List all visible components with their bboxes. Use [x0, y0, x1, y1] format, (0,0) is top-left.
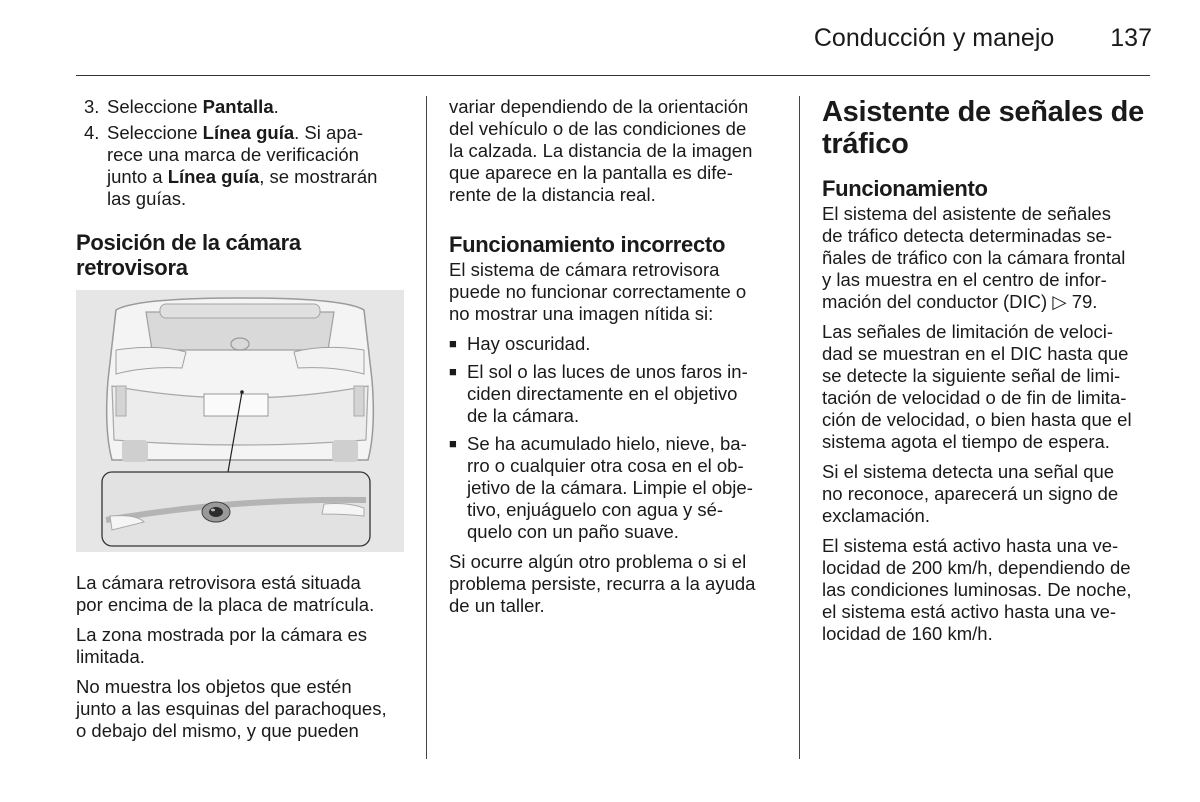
step-number: 3. [84, 96, 100, 117]
step-4 [76, 122, 410, 210]
paragraph [822, 203, 1152, 313]
bullet-icon: ■ [449, 436, 457, 451]
menu-item-linea-guia: Línea guía [202, 122, 295, 143]
step-text-pre: Seleccione [107, 122, 203, 143]
menu-item-linea-guia-2: Línea guía [167, 166, 260, 187]
page-reference: 79 [1071, 291, 1093, 312]
bullet-icon: ■ [449, 336, 457, 351]
paragraph: Si ocurre algún otro problema o si el problema persiste, recurra a la ayuda de un taller. [449, 551, 756, 616]
paragraph-end: . [1092, 291, 1098, 312]
list-item-text: Hay oscuridad. [467, 333, 591, 354]
list-item [449, 361, 781, 427]
header-rule [76, 75, 1150, 76]
function-heading: Funcionamiento [822, 176, 988, 201]
camera-position-heading: Posición de la cámara retrovisora [76, 230, 301, 280]
column-2 [449, 96, 781, 625]
step-text-post: . [273, 96, 279, 117]
paragraph: El sistema de cámara retrovisora puede no funcionar correctamente o no mostrar una imagen nítida si: [449, 259, 747, 324]
malfunction-heading: Funcionamiento incorrecto [449, 232, 726, 257]
list-item-text: El sol o las luces de unos faros in- ciden directamente en el objetivo de la cámara. [467, 361, 748, 426]
paragraph: Las señales de limitación de veloci- dad se muestran en el DIC hasta que se detecte la siguiente señal de limi- tación de velocidad o de fin de limita- ción de velocidad, o bien hasta que el sistema agota el tiempo de espera. [822, 321, 1132, 452]
malfunction-list [449, 333, 781, 543]
section-title: Conducción y manejo [813, 24, 1055, 52]
column-divider-1 [426, 96, 427, 759]
paragraph-text: El sistema del asistente de señales de tráfico detecta determinadas se- ñales de tráfico con la cámara frontal y las muestra en el centro de infor- mación del conductor (DIC) [822, 203, 1126, 312]
menu-item-pantalla: Pantalla [202, 96, 274, 117]
step-text-post: , se mostrarán las guías. [107, 166, 378, 209]
column-1 [76, 96, 410, 750]
step-text-mid: . Si apa- rece una marca de verificación junto a [107, 122, 364, 187]
car-rear-camera-image [76, 290, 404, 552]
column-divider-2 [799, 96, 800, 759]
paragraph: No muestra los objetos que estén junto a las esquinas del parachoques, o debajo del mismo, y que pueden [76, 676, 387, 741]
list-item [449, 433, 781, 543]
section-heading: Asistente de señales de tráfico [822, 96, 1144, 160]
step-text [107, 96, 410, 118]
paragraph: La zona mostrada por la cámara es limitada. [76, 624, 368, 667]
page-header [814, 24, 1152, 58]
bullet-icon: ■ [449, 364, 457, 379]
paragraph: variar dependiendo de la orientación del vehículo o de las condiciones de la calzada. La distancia de la imagen que aparece en la pantalla es dife- rente de la distancia real. [449, 96, 753, 205]
step-number: 4. [84, 122, 100, 143]
page-number: 137 [1110, 24, 1152, 52]
step-text [107, 122, 410, 210]
page-reference-icon: ▷ [1052, 291, 1067, 312]
rear-camera-illustration [76, 290, 404, 552]
list-item [449, 333, 781, 355]
column-3 [822, 96, 1152, 653]
paragraph: El sistema está activo hasta una ve- locidad de 200 km/h, dependiendo de las condiciones luminosas. De noche, el sistema está activo hasta una ve- locidad de 160 km/h. [822, 535, 1132, 644]
paragraph: Si el sistema detecta una señal que no reconoce, aparecerá un signo de exclamación. [822, 461, 1119, 526]
paragraph: La cámara retrovisora está situada por encima de la placa de matrícula. [76, 572, 375, 615]
list-item-text: Se ha acumulado hielo, nieve, ba- rro o cualquier otra cosa en el ob- jetivo de la cámara. Limpie el obje- tivo, enjuáguelo con agua y sé- quelo con un paño suave. [467, 433, 753, 542]
step-text-pre: Seleccione [107, 96, 203, 117]
step-3 [76, 96, 410, 118]
